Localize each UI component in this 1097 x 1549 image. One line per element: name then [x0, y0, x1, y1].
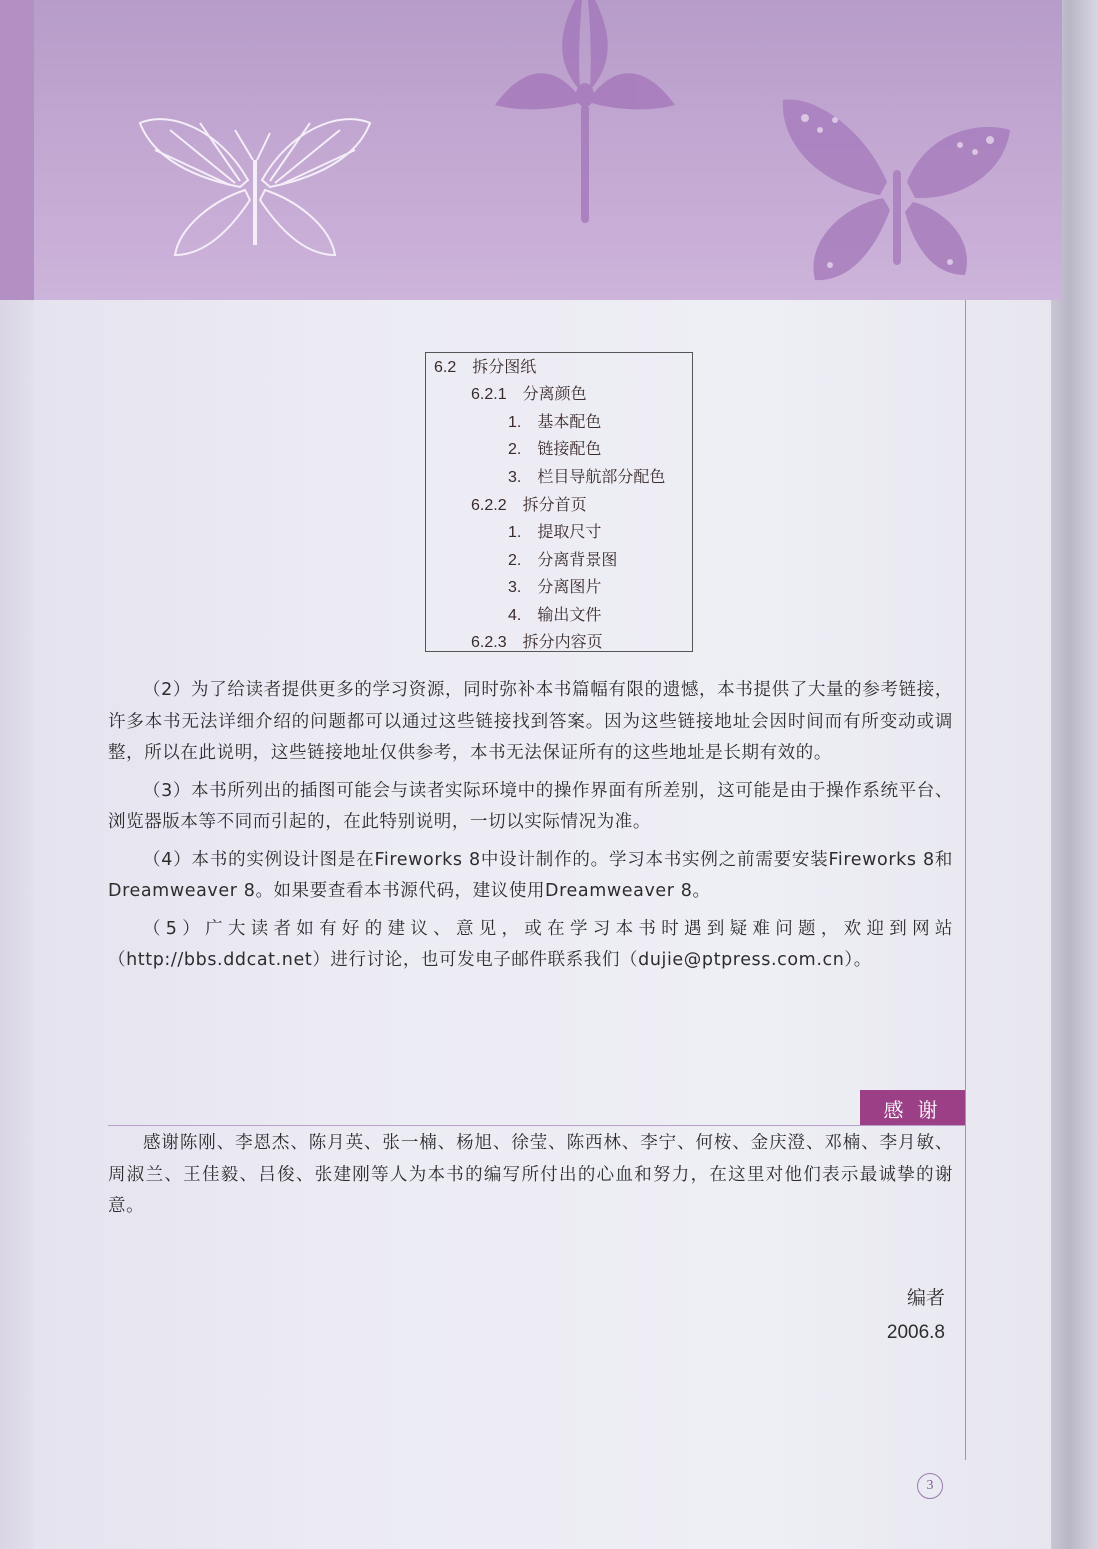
signature-date: 2006.8 — [886, 1322, 945, 1343]
toc-sample-box — [425, 352, 693, 652]
thanks-divider — [108, 1125, 965, 1126]
toc-line: 3. 分离图片 — [508, 579, 602, 596]
toc-line: 1. 提取尺寸 — [508, 524, 602, 541]
note-paragraph-2: （2）为了给读者提供更多的学习资源，同时弥补本书篇幅有限的遗憾，本书提供了大量的参考链接，许多本书无法详细介绍的问题都可以通过这些链接找到答案。因为这些链接地址会因时间而有所变动或调整，所以在此说明，这些链接地址仅供参考，本书无法保证所有的这些地址是长期有效的。 — [108, 680, 953, 763]
note-paragraph-4: （4）本书的实例设计图是在Fireworks 8中设计制作的。学习本书实例之前需要安装Fireworks 8和Dreamweaver 8。如果要查看本书源代码，建议使用Dreamweaver 8。 — [108, 849, 953, 901]
toc-line: 3. 栏目导航部分配色 — [508, 469, 666, 486]
header-banner — [0, 0, 1062, 300]
banner-left-strip — [0, 0, 34, 300]
toc-line: 6.2 拆分图纸 — [434, 359, 537, 376]
thanks-section — [108, 1128, 953, 1223]
note-paragraph-3: （3）本书所列出的插图可能会与读者实际环境中的操作界面有所差别，这可能是由于操作系统平台、浏览器版本等不同而引起的，在此特别说明，一切以实际情况为准。 — [108, 780, 953, 832]
right-margin-rule — [965, 300, 966, 1460]
page-number: 3 — [917, 1473, 943, 1499]
butterfly-outline-illustration — [130, 105, 380, 270]
toc-line: 6.2.2 拆分首页 — [471, 497, 587, 514]
toc-line: 4. 输出文件 — [508, 607, 602, 624]
toc-line: 2. 链接配色 — [508, 441, 602, 458]
toc-line: 1. 基本配色 — [508, 414, 602, 431]
note-paragraph-5: （5）广大读者如有好的建议、意见，或在学习本书时遇到疑难问题，欢迎到网站（http://bbs.ddcat.net）进行讨论，也可发电子邮件联系我们（dujie@ptpress.com.cn）。 — [108, 918, 953, 970]
toc-line: 2. 分离背景图 — [508, 552, 618, 569]
dragonfly-illustration — [480, 0, 690, 225]
thanks-heading: 感谢 — [860, 1090, 965, 1126]
notes-section — [108, 675, 953, 977]
toc-line: 6.2.3 拆分内容页 — [471, 634, 603, 651]
butterfly-solid-illustration — [775, 90, 1020, 285]
author-signature: 编者 — [906, 1288, 945, 1309]
thanks-paragraph: 感谢陈刚、李恩杰、陈月英、张一楠、杨旭、徐莹、陈西林、李宁、何桉、金庆澄、邓楠、李月敏、周淑兰、王佳毅、吕俊、张建刚等人为本书的编写所付出的心血和努力，在这里对他们表示最诚挚的谢意。 — [108, 1133, 953, 1216]
toc-line: 6.2.1 分离颜色 — [471, 386, 587, 403]
